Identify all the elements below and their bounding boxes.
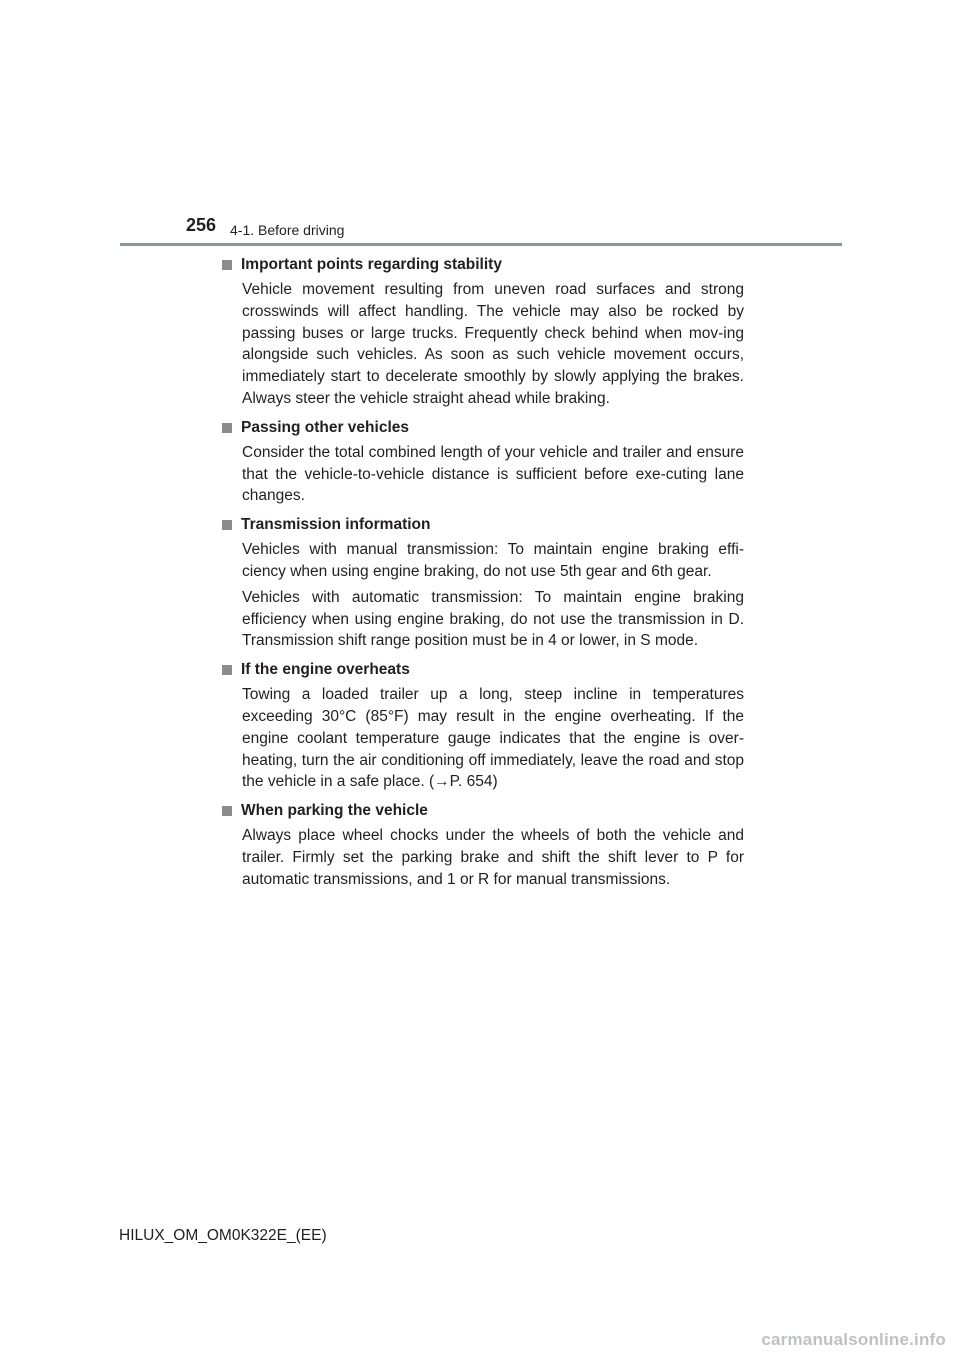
topic-heading-text: Transmission information bbox=[241, 516, 431, 534]
topic-heading-text: When parking the vehicle bbox=[241, 802, 428, 820]
document-code: HILUX_OM_OM0K322E_(EE) bbox=[119, 1227, 327, 1244]
topic-heading-text: If the engine overheats bbox=[241, 661, 410, 679]
topic-stability bbox=[222, 253, 744, 410]
square-bullet-icon bbox=[222, 423, 232, 433]
topic-heading bbox=[222, 799, 744, 823]
topic-heading-text: Passing other vehicles bbox=[241, 418, 409, 436]
topic-parking bbox=[222, 799, 744, 890]
topic-heading bbox=[222, 253, 744, 277]
topic-transmission bbox=[222, 513, 744, 652]
topic-paragraph: Vehicle movement resulting from uneven road surfaces and strong crosswinds will affect handling. The vehicle may also be rocked by passing buses or large trucks. Frequently check behind when mov-ing alongside such vehicles. As soon as such vehicle movement occurs, immediately start to decelerate smoothly by slowly applying the brakes. Always steer the vehicle straight ahead while braking. bbox=[242, 281, 744, 407]
square-bullet-icon bbox=[222, 806, 232, 816]
square-bullet-icon bbox=[222, 520, 232, 530]
topic-overheat bbox=[222, 658, 744, 793]
topic-paragraph: Consider the total combined length of your vehicle and trailer and ensure that the vehicle-to-vehicle distance is sufficient before exe-cuting lane changes. bbox=[242, 443, 744, 505]
square-bullet-icon bbox=[222, 665, 232, 675]
topic-paragraph: Vehicles with automatic transmission: To maintain engine braking efficiency when using engine braking, do not use the transmission in D. Transmission shift range position must be in 4 or lower, in S mode. bbox=[242, 588, 744, 650]
page-content bbox=[222, 253, 744, 897]
square-bullet-icon bbox=[222, 260, 232, 270]
topic-heading-text: Important points regarding stability bbox=[241, 256, 502, 273]
topic-paragraph: Towing a loaded trailer up a long, steep incline in temperatures exceeding 30°C (85°F) may result in the engine overheating. If the engine coolant temperature gauge indicates that the engine is over-heating, turn the air conditioning off immediately, leave the road and stop the vehicle in a safe place. (→P. 654) bbox=[242, 686, 744, 791]
header-divider bbox=[120, 243, 842, 246]
topic-heading bbox=[222, 513, 744, 537]
watermark: carmanualsonline.info bbox=[761, 1330, 946, 1349]
topic-passing bbox=[222, 416, 744, 507]
page-number: 256 bbox=[186, 215, 217, 235]
topic-paragraph: Vehicles with manual transmission: To maintain engine braking effi-ciency when using engine braking, do not use 5th gear and 6th gear. bbox=[242, 541, 744, 580]
topic-paragraph: Always place wheel chocks under the wheels of both the vehicle and trailer. Firmly set the parking brake and shift the shift lever to P for automatic transmissions, and 1 or R for manual transmissions. bbox=[242, 827, 744, 888]
section-title: 4-1. Before driving bbox=[230, 222, 345, 238]
topic-heading bbox=[222, 658, 744, 682]
topic-heading bbox=[222, 416, 744, 440]
